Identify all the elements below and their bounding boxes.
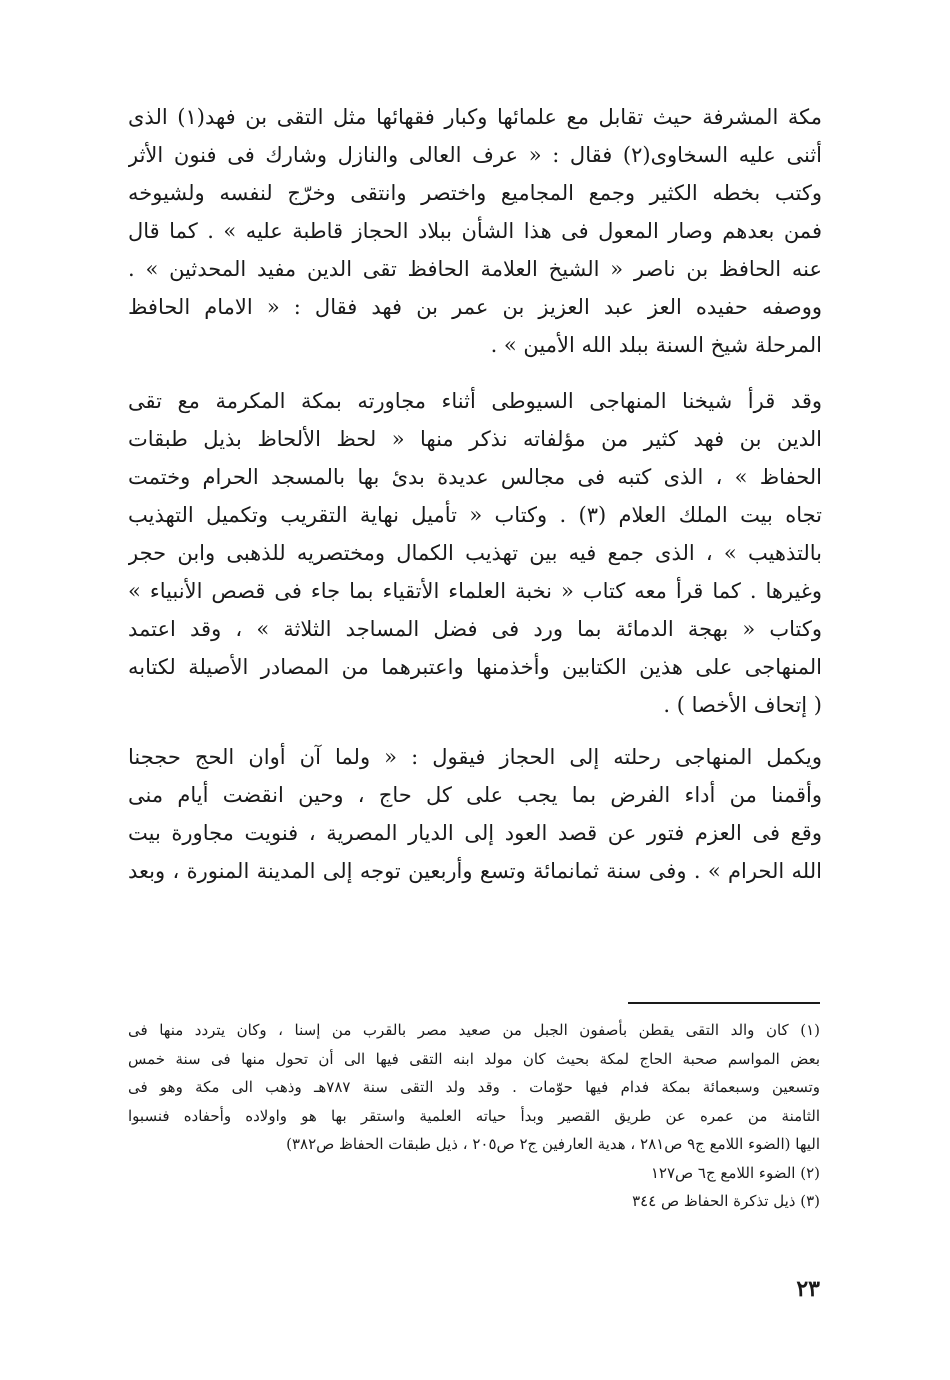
paragraph-line: الله الحرام » . وفى سنة ثمانمائة وتسع وأربعين توجه إلى المدينة المنورة ، وبعد xyxy=(128,859,822,883)
paragraph-line: وقد قرأ شيخنا المنهاجى السيوطى أثناء مجاورته بمكة المكرمة مع تقى xyxy=(128,389,822,413)
footnotes xyxy=(128,1016,820,1216)
paragraph-line: الدين بن فهد كثير من مؤلفاته نذكر منها « لحظ الألحاظ بذيل طبقات xyxy=(128,427,822,451)
paragraph-line: وأقمنا من أداء الفرض بما يجب على كل حاج ، وحين انقضت أيام منى xyxy=(128,783,822,807)
footnote-2 xyxy=(128,1159,820,1188)
footnote-line: (٣) ذيل تذكرة الحفاظ ص ٣٤٤ xyxy=(632,1192,820,1210)
paragraph-line: ووصفه حفيده العز عبد العزيز بن عمر بن فهد فقال : « الامام الحافظ xyxy=(128,295,822,319)
footnote-line: اليها (الضوء اللامع ج٩ ص٢٨١ ، هدية العارفين ج٢ ص٢٠٥ ، ذيل طبقات الحفاظ ص٣٨٢) xyxy=(286,1135,820,1153)
paragraph-1 xyxy=(128,98,822,364)
footnote-line: (١) كان والد التقى يقطن بأصفون الجبل من صعيد مصر بالقرب من إسنا ، وكان يتردد منها فى xyxy=(128,1021,820,1039)
footnote-line: وتسعين وسبعمائة بمكة فدام فيها حوّمات . وقد ولد التقى سنة ٧٨٧هـ وذهب الى مكة وهو فى xyxy=(128,1078,820,1096)
paragraph-line: الحفاظ » ، الذى كتبه فى مجالس عديدة بدئ بها بالمسجد الحرام وختمت xyxy=(128,465,822,489)
paragraph-line: وقع فى العزم فتور عن قصد العود إلى الديار المصرية ، فنويت مجاورة بيت xyxy=(128,821,822,845)
page-number: ٢٣ xyxy=(796,1276,820,1302)
paragraph-line: المرحلة شيخ السنة ببلد الله الأمين » . xyxy=(490,333,822,357)
paragraph-line: وغيرها . كما قرأ معه كتاب « نخبة العلماء الأتقياء بما جاء فى قصص الأنبياء » xyxy=(128,579,822,603)
body-text xyxy=(128,98,822,890)
paragraph-line: فمن بعدهم وصار المعول فى هذا الشأن ببلاد الحجاز قاطبة عليه » . كما قال xyxy=(128,219,822,243)
footnote-3 xyxy=(128,1187,820,1216)
paragraph-2 xyxy=(128,382,822,724)
paragraph-line: أثنى عليه السخاوى(٢) فقال : « عرف العالى والنازل وشارك فى فنون الأثر xyxy=(128,143,822,167)
footnote-separator xyxy=(628,1002,820,1004)
paragraph-line: عنه الحافظ بن ناصر « الشيخ العلامة الحافظ تقى الدين مفيد المحدثين » . xyxy=(128,257,822,281)
paragraph-line: المنهاجى على هذين الكتابين وأخذمنها واعتبرهما من المصادر الأصيلة لكتابه xyxy=(128,655,822,679)
paragraph-line: بالتذهيب » ، الذى جمع فيه بين تهذيب الكمال ومختصريه للذهبى وابن حجر xyxy=(128,541,822,565)
footnote-line: بعض المواسم صحبة الحاج لمكة بحيث كان مولد ابنه التقى فيها الى أن تحول منها فى سنة خمس xyxy=(128,1049,820,1068)
paragraph-line: وكتب بخطه الكثير وجمع المجاميع واختصر وانتقى وخرّج لنفسه ولشيوخه xyxy=(128,181,822,205)
footnote-line: الثامنة من عمره عن طريق القصير وبدأ حياته العلمية واستقر بها هو واولاده وأحفاده فنسبوا xyxy=(128,1106,820,1125)
paragraph-line: تجاه بيت الملك العلام (٣) . وكتاب « تأميل نهاية التقريب وتكميل التهذيب xyxy=(128,503,822,527)
footnote-1 xyxy=(128,1016,820,1159)
paragraph-line: وكتاب « بهجة الدمائة بما ورد فى فضل المساجد الثلاثة » ، وقد اعتمد xyxy=(128,617,822,641)
paragraph-line: ( إتحاف الأخصا ) . xyxy=(663,693,822,717)
footnote-line: (٢) الضوء اللامع ج٦ ص١٢٧ xyxy=(650,1163,820,1182)
paragraph-line: مكة المشرفة حيث تقابل مع علمائها وكبار فقهائها مثل التقى بن فهد(١) الذى xyxy=(128,105,822,129)
paragraph-3 xyxy=(128,738,822,890)
paragraph-line: ويكمل المنهاجى رحلته إلى الحجاز فيقول : « ولما آن أوان الحج حججنا xyxy=(128,745,822,769)
